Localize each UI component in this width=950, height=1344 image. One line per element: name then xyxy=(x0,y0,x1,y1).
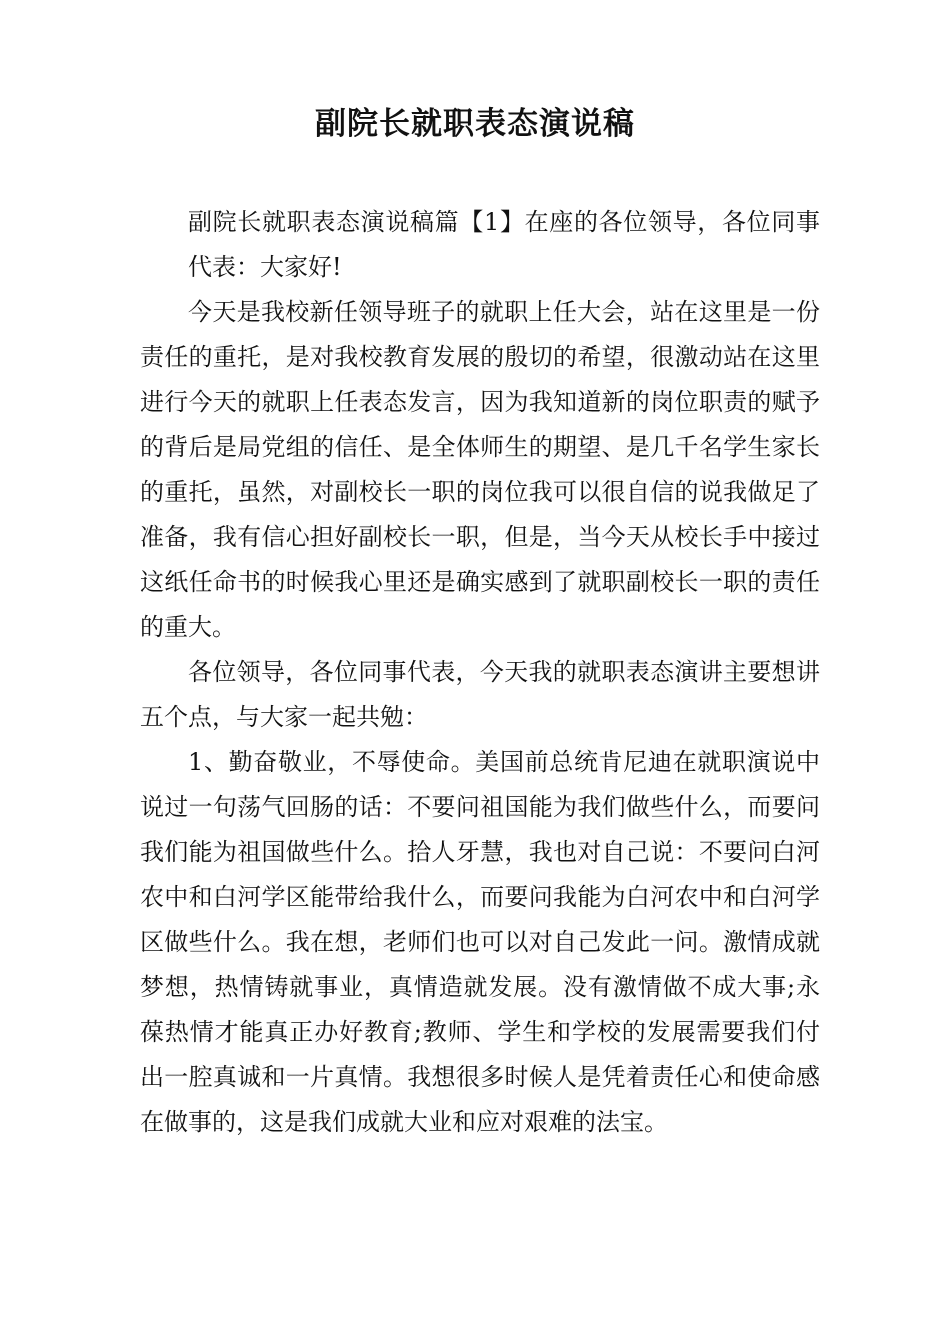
paragraph-greeting: 副院长就职表态演说稿篇【1】在座的各位领导，各位同事代表：大家好! xyxy=(188,208,820,281)
document-title: 副院长就职表态演说稿 xyxy=(315,106,635,142)
paragraph-point-one: 1、勤奋敬业，不辱使命。美国前总统肯尼迪在就职演说中说过一句荡气回肠的话：不要问祖国能为我们做些什么，而要问我们能为祖国做些什么。拾人牙慧，我也对自己说：不要问白河农中和白河学区能带给我什么，而要问我能为白河农中和白河学区做些什么。我在想，老师们也可以对自己发此一问。激情成就梦想，热情铸就事业，真情造就发展。没有激情做不成大事;永葆热情才能真正办好教育;教师、学生和学校的发展需要我们付出一腔真诚和一片真情。我想很多时候人是凭着责任心和使命感在做事的，这是我们成就大业和应对艰难的法宝。 xyxy=(140,748,820,1136)
paragraph-introduction: 今天是我校新任领导班子的就职上任大会，站在这里是一份责任的重托，是对我校教育发展的殷切的希望，很激动站在这里进行今天的就职上任表态发言，因为我知道新的岗位职责的赋予的背后是局党组的信任、是全体师生的期望、是几千名学生家长的重托，虽然，对副校长一职的岗位我可以很自信的说我做足了准备，我有信心担好副校长一职，但是，当今天从校长手中接过这纸任命书的时候我心里还是确实感到了就职副校长一职的责任的重大。 xyxy=(140,298,820,641)
document-body xyxy=(140,200,820,1145)
paragraph-five-points: 各位领导，各位同事代表，今天我的就职表态演讲主要想讲五个点，与大家一起共勉： xyxy=(140,658,820,731)
